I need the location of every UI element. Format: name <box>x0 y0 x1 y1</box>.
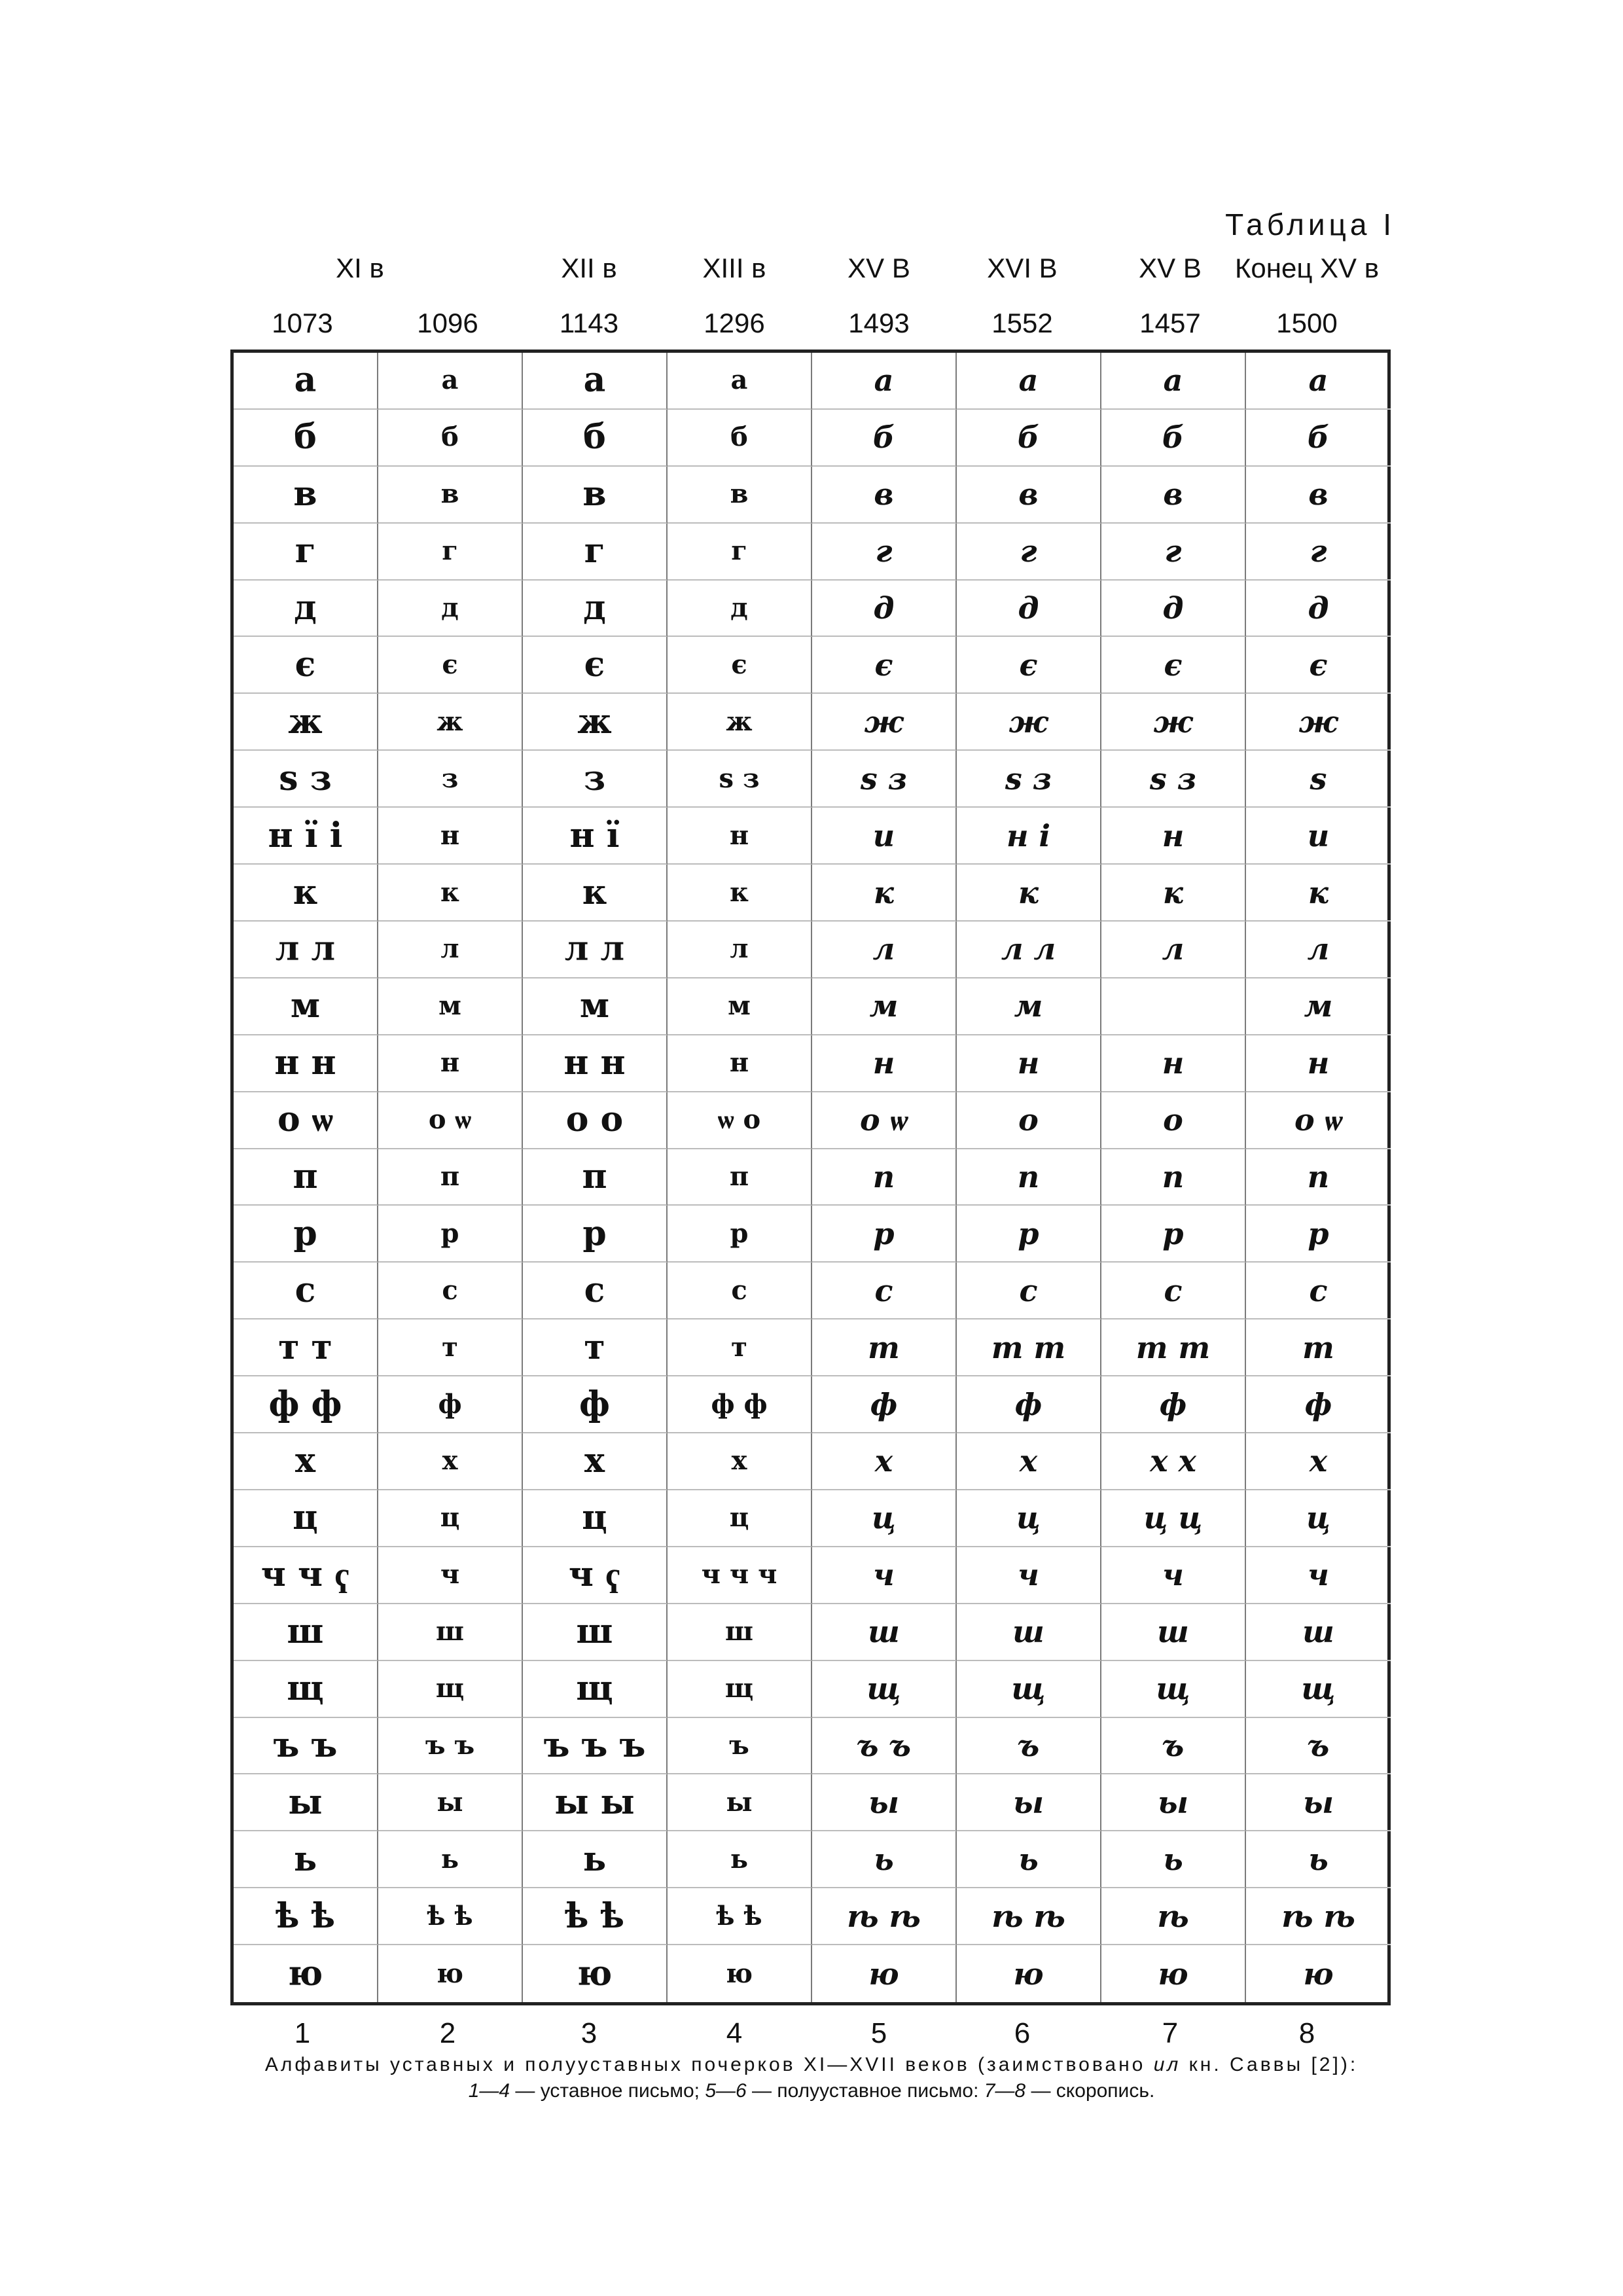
glyph-cell: ю <box>957 1945 1101 2002</box>
glyph-cell: г <box>668 524 812 581</box>
glyph-cell: б <box>957 410 1101 467</box>
glyph-cell: ю <box>812 1945 957 2002</box>
glyph-cell: з <box>378 751 523 808</box>
glyph-cell: ш <box>523 1604 668 1661</box>
glyph-cell: т т <box>234 1319 378 1376</box>
glyph-cell: є <box>234 637 378 694</box>
glyph-cell: ф <box>1246 1376 1391 1433</box>
glyph-cell: х <box>378 1433 523 1490</box>
glyph-cell: ж <box>234 694 378 751</box>
glyph-cell: х <box>812 1433 957 1490</box>
glyph-cell: ѣ ѣ <box>957 1888 1101 1945</box>
year-label: 1500 <box>1276 308 1338 338</box>
glyph-cell: л л <box>957 922 1101 978</box>
glyph-cell: х <box>234 1433 378 1490</box>
glyph-cell: в <box>234 467 378 524</box>
glyph-cell: ъ ъ ъ <box>523 1718 668 1775</box>
glyph-cell: р <box>668 1206 812 1263</box>
glyph-cell: а <box>957 353 1101 410</box>
glyph-cell: ж <box>1101 694 1246 751</box>
glyph-cell: є <box>1101 637 1246 694</box>
glyph-cell: к <box>812 865 957 922</box>
glyph-cell: р <box>957 1206 1101 1263</box>
glyph-cell: ѕ з <box>668 751 812 808</box>
glyph-cell: с <box>1246 1263 1391 1319</box>
caption-line-1 <box>216 2054 1407 2076</box>
glyph-cell: ж <box>378 694 523 751</box>
glyph-cell: о <box>957 1092 1101 1149</box>
glyph-cell: ь <box>1246 1831 1391 1888</box>
glyph-cell: н <box>668 808 812 865</box>
glyph-cell: ѕ з <box>234 751 378 808</box>
glyph-cell: о ѡ <box>234 1092 378 1149</box>
glyph-cell: є <box>812 637 957 694</box>
glyph-cell: т т <box>957 1319 1101 1376</box>
glyph-cell: ъ ъ <box>234 1718 378 1775</box>
glyph-cell: ж <box>1246 694 1391 751</box>
century-label-xii: XII в <box>561 253 617 283</box>
glyph-cell: щ <box>1246 1661 1391 1718</box>
century-label-end-xv: Конец XV в <box>1234 253 1380 283</box>
caption-line-2 <box>216 2080 1407 2102</box>
glyph-cell: ф <box>523 1376 668 1433</box>
glyph-cell: б <box>1246 410 1391 467</box>
glyph-cell: ъ <box>1246 1718 1391 1775</box>
year-label: 1457 <box>1139 308 1201 338</box>
glyph-cell: н ї і <box>234 808 378 865</box>
glyph-cell: к <box>1101 865 1246 922</box>
glyph-cell: ы <box>812 1774 957 1831</box>
glyph-cell: м <box>378 978 523 1035</box>
glyph-cell: л <box>1246 922 1391 978</box>
glyph-cell: є <box>668 637 812 694</box>
glyph-cell: б <box>668 410 812 467</box>
glyph-cell: а <box>1101 353 1246 410</box>
glyph-cell: н <box>812 1035 957 1092</box>
glyph-cell: щ <box>1101 1661 1246 1718</box>
glyph-cell: п <box>523 1149 668 1206</box>
glyph-cell: ш <box>1101 1604 1246 1661</box>
glyph-cell: щ <box>523 1661 668 1718</box>
glyph-cell: р <box>1246 1206 1391 1263</box>
glyph-cell: п <box>1101 1149 1246 1206</box>
glyph-cell: б <box>234 410 378 467</box>
glyph-cell: г <box>1101 524 1246 581</box>
glyph-cell: н і <box>957 808 1101 865</box>
glyph-cell: л л <box>523 922 668 978</box>
glyph-cell: є <box>523 637 668 694</box>
column-number: 7 <box>1162 2017 1179 2049</box>
glyph-cell: ь <box>378 1831 523 1888</box>
glyph-cell: о ѡ <box>378 1092 523 1149</box>
glyph-cell: г <box>234 524 378 581</box>
glyph-cell <box>1101 978 1246 1035</box>
glyph-cell: ѣ ѣ <box>378 1888 523 1945</box>
glyph-cell: г <box>523 524 668 581</box>
glyph-cell: б <box>378 410 523 467</box>
column-number: 3 <box>580 2017 597 2049</box>
glyph-cell: ъ <box>668 1718 812 1775</box>
glyph-cell: к <box>1246 865 1391 922</box>
glyph-cell: ш <box>1246 1604 1391 1661</box>
glyph-cell: м <box>234 978 378 1035</box>
glyph-cell: х <box>1246 1433 1391 1490</box>
glyph-cell: м <box>1246 978 1391 1035</box>
glyph-cell: ф <box>1101 1376 1246 1433</box>
glyph-cell: с <box>812 1263 957 1319</box>
glyph-cell: ы <box>957 1774 1101 1831</box>
glyph-cell: д <box>523 581 668 637</box>
glyph-cell: ч <box>1246 1547 1391 1604</box>
glyph-cell: ш <box>234 1604 378 1661</box>
glyph-cell: ц <box>1246 1490 1391 1547</box>
glyph-cell: д <box>668 581 812 637</box>
glyph-cell: г <box>812 524 957 581</box>
glyph-cell: х х <box>1101 1433 1246 1490</box>
alphabet-table <box>230 350 1391 2005</box>
glyph-cell: в <box>1101 467 1246 524</box>
glyph-cell: н н <box>234 1035 378 1092</box>
glyph-cell: с <box>1101 1263 1246 1319</box>
caption-text: — скоропись. <box>1026 2080 1155 2102</box>
glyph-cell: ш <box>957 1604 1101 1661</box>
glyph-cell: л <box>812 922 957 978</box>
glyph-cell: є <box>957 637 1101 694</box>
glyph-cell: м <box>668 978 812 1035</box>
glyph-cell: х <box>523 1433 668 1490</box>
glyph-cell: л <box>1101 922 1246 978</box>
glyph-cell: ц <box>957 1490 1101 1547</box>
glyph-cell: п <box>668 1149 812 1206</box>
glyph-cell: к <box>668 865 812 922</box>
glyph-cell: ф <box>812 1376 957 1433</box>
glyph-cell: ы <box>1101 1774 1246 1831</box>
glyph-cell: т т <box>1101 1319 1246 1376</box>
glyph-cell: ч <box>957 1547 1101 1604</box>
glyph-cell: ѕ з <box>812 751 957 808</box>
glyph-cell: ю <box>523 1945 668 2002</box>
glyph-cell: ѡ о <box>668 1092 812 1149</box>
glyph-cell: о ѡ <box>1246 1092 1391 1149</box>
caption-text: кн. Саввы [2]): <box>1181 2054 1359 2075</box>
glyph-cell: ь <box>234 1831 378 1888</box>
glyph-cell: ц <box>668 1490 812 1547</box>
glyph-cell: ю <box>1303 1956 1334 1992</box>
glyph-cell: н <box>378 1035 523 1092</box>
glyph-cell: ѕ з <box>1101 751 1246 808</box>
glyph-cell: н ї <box>523 808 668 865</box>
glyph-cell: с <box>234 1263 378 1319</box>
year-label: 1493 <box>848 308 910 338</box>
glyph-cell: є <box>378 637 523 694</box>
glyph-cell: н <box>378 808 523 865</box>
year-label: 1096 <box>417 308 478 338</box>
glyph-cell: р <box>812 1206 957 1263</box>
glyph-cell: х <box>957 1433 1101 1490</box>
glyph-cell: в <box>523 467 668 524</box>
glyph-cell: к <box>523 865 668 922</box>
glyph-cell: ъ <box>1101 1718 1246 1775</box>
glyph-cell: а <box>378 353 523 410</box>
glyph-cell: с <box>378 1263 523 1319</box>
glyph-cell: т <box>668 1319 812 1376</box>
glyph-cell: ѣ ѣ <box>668 1888 812 1945</box>
glyph-cell: ф ф <box>668 1376 812 1433</box>
glyph-cell: ь <box>957 1831 1101 1888</box>
glyph-cell: х <box>668 1433 812 1490</box>
glyph-cell: п <box>234 1149 378 1206</box>
glyph-cell: ц ц <box>1101 1490 1246 1547</box>
glyph-cell: ю <box>668 1945 812 2002</box>
glyph-cell: о о <box>523 1092 668 1149</box>
glyph-cell: г <box>957 524 1101 581</box>
glyph-cell: ъ ъ <box>378 1718 523 1775</box>
glyph-cell: ѣ ѣ <box>812 1888 957 1945</box>
glyph-cell: т <box>1246 1319 1391 1376</box>
glyph-cell: щ <box>668 1661 812 1718</box>
glyph-cell: м <box>812 978 957 1035</box>
glyph-cell: р <box>523 1206 668 1263</box>
glyph-cell: ф <box>957 1376 1101 1433</box>
glyph-cell: ы <box>378 1774 523 1831</box>
glyph-cell: л <box>668 922 812 978</box>
glyph-cell: н н <box>523 1035 668 1092</box>
glyph-cell: г <box>378 524 523 581</box>
glyph-cell: ь <box>523 1831 668 1888</box>
glyph-cell: ш <box>812 1604 957 1661</box>
glyph-cell: л <box>378 922 523 978</box>
year-label: 1552 <box>991 308 1053 338</box>
glyph-cell: ц <box>378 1490 523 1547</box>
glyph-cell: ъ ъ <box>812 1718 957 1775</box>
column-number: 1 <box>294 2017 311 2049</box>
year-label: 1143 <box>559 308 619 338</box>
glyph-cell: т <box>812 1319 957 1376</box>
column-number: 8 <box>1298 2017 1315 2049</box>
glyph-cell: ѣ <box>1101 1888 1246 1945</box>
glyph-cell: а <box>234 353 378 410</box>
glyph-cell: л л <box>234 922 378 978</box>
caption-range: 5—6 <box>705 2080 747 2102</box>
glyph-cell: в <box>812 467 957 524</box>
glyph-cell: и <box>1246 808 1391 865</box>
glyph-cell: к <box>378 865 523 922</box>
glyph-cell: ч <box>1101 1547 1246 1604</box>
glyph-cell: н <box>1246 1035 1391 1092</box>
caption-range: 1—4 <box>468 2080 510 2102</box>
caption-range: 7—8 <box>984 2080 1026 2102</box>
glyph-cell: ь <box>1101 1831 1246 1888</box>
glyph-cell: к <box>957 865 1101 922</box>
year-label: 1073 <box>272 308 333 338</box>
glyph-cell: ч ҁ <box>523 1547 668 1604</box>
glyph-cell: а <box>1246 353 1391 410</box>
century-label-xiii: XIII в <box>702 253 766 283</box>
column-number: 2 <box>439 2017 456 2049</box>
glyph-cell: ч <box>812 1547 957 1604</box>
glyph-cell: ѣ ѣ <box>1246 1888 1391 1945</box>
glyph-cell: р <box>378 1206 523 1263</box>
glyph-cell: р <box>1101 1206 1246 1263</box>
glyph-cell: ж <box>812 694 957 751</box>
glyph-cell: т <box>378 1319 523 1376</box>
glyph-cell: и <box>812 808 957 865</box>
glyph-cell: б <box>812 410 957 467</box>
century-label-xvi: XVI В <box>987 253 1058 283</box>
glyph-cell: в <box>378 467 523 524</box>
glyph-cell: ч ч ҁ <box>234 1547 378 1604</box>
glyph-cell: ю <box>234 1945 378 2002</box>
glyph-cell: ф <box>378 1376 523 1433</box>
column-number: 6 <box>1014 2017 1031 2049</box>
glyph-cell: ю <box>1101 1945 1246 2002</box>
glyph-cell: щ <box>812 1661 957 1718</box>
glyph-cell: ш <box>668 1604 812 1661</box>
glyph-cell: к <box>234 865 378 922</box>
glyph-cell: а <box>668 353 812 410</box>
glyph-cell: п <box>957 1149 1101 1206</box>
glyph-cell: т <box>523 1319 668 1376</box>
glyph-cell: д <box>957 581 1101 637</box>
glyph-cell: г <box>1246 524 1391 581</box>
glyph-cell: ж <box>668 694 812 751</box>
year-label: 1296 <box>704 308 765 338</box>
glyph-cell: щ <box>234 1661 378 1718</box>
glyph-cell: є <box>1246 637 1391 694</box>
glyph-cell: ы ы <box>523 1774 668 1831</box>
glyph-cell: н <box>957 1035 1101 1092</box>
century-label-xi: XI в <box>336 253 384 283</box>
glyph-cell: ч <box>378 1547 523 1604</box>
glyph-cell: д <box>1101 581 1246 637</box>
glyph-cell: ц <box>523 1490 668 1547</box>
glyph-cell: ф ф <box>234 1376 378 1433</box>
caption-text: — уставное письмо; <box>510 2080 705 2102</box>
glyph-cell: б <box>523 410 668 467</box>
glyph-cell: ѣ ѣ <box>234 1888 378 1945</box>
glyph-cell: д <box>1246 581 1391 637</box>
glyph-cell: ь <box>812 1831 957 1888</box>
glyph-cell: в <box>1246 467 1391 524</box>
glyph-cell: о ѡ <box>812 1092 957 1149</box>
glyph-cell: с <box>523 1263 668 1319</box>
glyph-cell: б <box>1101 410 1246 467</box>
glyph-cell: ѣ ѣ <box>523 1888 668 1945</box>
glyph-cell: м <box>957 978 1101 1035</box>
glyph-cell: ш <box>378 1604 523 1661</box>
glyph-cell: ѕ <box>1246 751 1391 808</box>
glyph-cell: ц <box>812 1490 957 1547</box>
glyph-cell: н <box>668 1035 812 1092</box>
glyph-cell: д <box>378 581 523 637</box>
glyph-cell: д <box>812 581 957 637</box>
caption-text: — полууставное письмо: <box>746 2080 984 2102</box>
glyph-cell: ы <box>1246 1774 1391 1831</box>
glyph-cell: с <box>668 1263 812 1319</box>
glyph-cell: р <box>234 1206 378 1263</box>
glyph-cell: с <box>957 1263 1101 1319</box>
glyph-cell: ж <box>957 694 1101 751</box>
glyph-cell: ж <box>523 694 668 751</box>
glyph-cell: п <box>1246 1149 1391 1206</box>
glyph-cell: ы <box>234 1774 378 1831</box>
glyph-cell: ц <box>234 1490 378 1547</box>
glyph-cell: н <box>1101 808 1246 865</box>
glyph-cell: в <box>668 467 812 524</box>
glyph-cell: д <box>234 581 378 637</box>
glyph-cell: ч ч ч <box>668 1547 812 1604</box>
glyph-cell: ѕ з <box>957 751 1101 808</box>
glyph-cell: щ <box>378 1661 523 1718</box>
glyph-cell: ъ <box>957 1718 1101 1775</box>
glyph-cell: ю <box>378 1945 523 2002</box>
glyph-cell: в <box>957 467 1101 524</box>
caption-text-italic: ил <box>1153 2054 1181 2075</box>
column-number: 5 <box>870 2017 887 2049</box>
century-label-xv-cursive: XV В <box>1139 253 1202 283</box>
glyph-cell: з <box>523 751 668 808</box>
glyph-cell: а <box>812 353 957 410</box>
glyph-cell: ь <box>668 1831 812 1888</box>
glyph-cell: м <box>523 978 668 1035</box>
century-label-xv: XV В <box>847 253 910 283</box>
glyph-cell: ы <box>668 1774 812 1831</box>
glyph-cell: п <box>378 1149 523 1206</box>
glyph-cell: а <box>523 353 668 410</box>
column-number: 4 <box>726 2017 743 2049</box>
page-title: Таблица I <box>1225 207 1395 242</box>
glyph-cell: о <box>1101 1092 1246 1149</box>
glyph-cell: щ <box>957 1661 1101 1718</box>
caption-text: Алфавиты уставных и полууставных почерков XI—XVII веков (заимствовано <box>264 2054 1154 2075</box>
glyph-cell: н <box>1101 1035 1246 1092</box>
glyph-cell: п <box>812 1149 957 1206</box>
